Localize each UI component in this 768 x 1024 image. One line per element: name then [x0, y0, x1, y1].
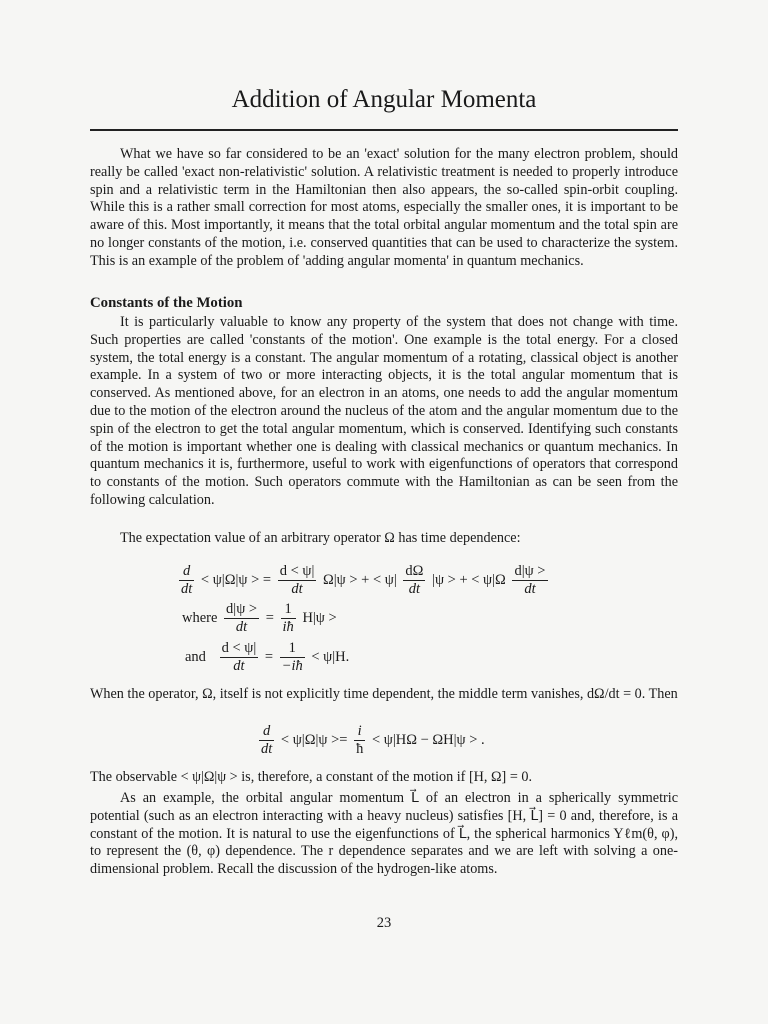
- title-rule: [90, 129, 678, 131]
- frac-num: dΩ: [405, 563, 424, 579]
- frac-num: d: [179, 563, 194, 581]
- equation-commutator: [256, 723, 485, 758]
- frac-num: d|ψ >: [226, 601, 258, 617]
- frac-num: d|ψ >: [514, 563, 546, 579]
- eq2-where: where: [182, 609, 218, 626]
- frac-den: dt: [291, 581, 303, 597]
- eq1-middle: |ψ > + < ψ|Ω: [432, 571, 506, 588]
- frac-den: −iħ: [281, 658, 303, 674]
- example-paragraph: As an example, the orbital angular momentum L⃗ of an electron in a spherically symmetric potential (such as an electron interacting with a heavy nucleus) satisfies [H, L⃗] = 0 and, therefore, is a constant of the motion. It is natural to use the eigenfunctions of L⃗, the spherical harmonics Yℓm(θ, φ), to represent the (θ, φ) dependence. The r dependence separates and we are left with solving a one-dimensional problem. Recall the discussion of the hydrogen-like atoms.: [90, 790, 678, 878]
- intro-paragraph: What we have so far considered to be an 'exact' solution for the many electron problem, should really be called 'exact non-relativistic' solution. A relativistic treatment is needed to properly introduce spin and a relativistic term in the Hamiltonian then also appears, the so-called spin-orbit coupling. While this is a rather small correction for most atoms, especially the smaller ones, it is important to be aware of this. Most importantly, it means that the total orbital angular momentum and the total spin are no longer constants of the motion, i.e. conserved quantities that can be used to characterize the system. This is an example of the problem of 'adding angular momenta' in quantum mechanics.: [90, 146, 678, 269]
- frac-num: 1: [281, 601, 296, 619]
- frac-den: dt: [235, 619, 248, 635]
- operator-paragraph: When the operator, Ω, itself is not explicitly time dependent, the middle term vanishes, dΩ/dt = 0. Then: [90, 686, 678, 702]
- eq3-rhs: < ψ|H.: [311, 648, 350, 665]
- eq4-rhs: < ψ|HΩ − ΩH|ψ > .: [371, 731, 485, 748]
- frac-num: 1: [280, 640, 305, 658]
- eq2-equals: =: [265, 609, 274, 626]
- equation-time-derivative: [176, 563, 551, 598]
- page-title: Addition of Angular Momenta: [231, 86, 537, 113]
- frac-num: d < ψ|: [279, 563, 315, 579]
- frac-den: dt: [233, 658, 245, 674]
- constants-paragraph: It is particularly valuable to know any property of the system that does not change with time. Such properties are called 'constants of the motion'. One example is the total energy. For a closed system, the total energy is a constant. The angular momentum of a rotating, classical object is another example. In a system of two or more interacting objects, it is the total angular momentum that is conserved. As mentioned above, for an electron in an atoms, one needs to add the angular momentum due to the motion of the electron around the nucleus of the atom and the angular momentum due to the spin of the electron to get the total angular momentum, which is conserved. Identifying such constants of the motion is important whether one is dealing with classical mechanics or quantum mechanics. In quantum mechanics it is, furthermore, useful to work with eigenfunctions of operators that correspond to constants of the motion. Such operators commute with the Hamiltonian as can be seen from the following calculation.: [90, 314, 678, 508]
- observable-paragraph: The observable < ψ|Ω|ψ > is, therefore, a constant of the motion if [H, Ω] = 0.: [90, 769, 533, 785]
- eq1-lhs: < ψ|Ω|ψ > =: [200, 571, 272, 588]
- frac-den: dt: [181, 581, 193, 597]
- section-heading: Constants of the Motion: [90, 295, 243, 311]
- eq3-and: and: [185, 648, 206, 665]
- frac-num: d < ψ|: [221, 640, 257, 656]
- frac-den: iħ: [282, 619, 294, 635]
- frac-den: dt: [524, 581, 536, 597]
- eq2-rhs: H|ψ >: [302, 609, 337, 626]
- frac-den: dt: [261, 741, 273, 757]
- eq4-lhs: < ψ|Ω|ψ >=: [280, 731, 348, 748]
- expectation-paragraph: The expectation value of an arbitrary operator Ω has time dependence:: [120, 530, 521, 546]
- equation-bra-derivative: [185, 640, 349, 675]
- frac-den: dt: [408, 581, 421, 597]
- frac-num: d: [259, 723, 274, 741]
- page-number: 23: [376, 915, 392, 931]
- equation-ket-derivative: [182, 601, 337, 636]
- eq1-middle: Ω|ψ > + < ψ|: [322, 571, 397, 588]
- frac-num: i: [354, 723, 365, 741]
- frac-den: ħ: [356, 741, 364, 757]
- eq3-equals: =: [264, 648, 274, 665]
